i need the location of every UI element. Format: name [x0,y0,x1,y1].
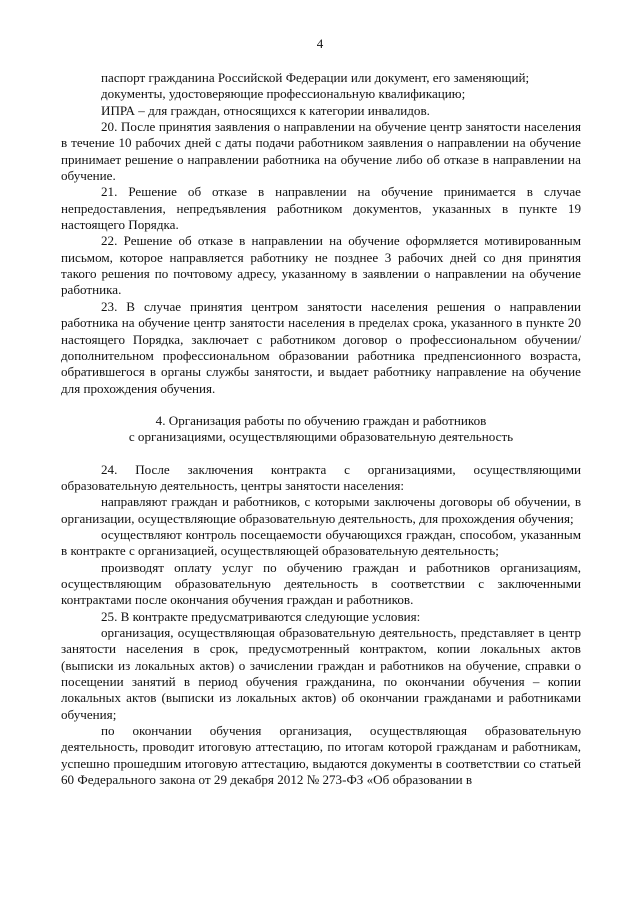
paragraph: ИПРА – для граждан, относящихся к категории инвалидов. [101,102,430,118]
paragraph-22: 22. Решение об отказе в направлении на обучение оформляется мотивированным письмом, которое направляется работнику не позднее 3 рабочих дней со дня принятия такого решения по почтовому адресу, указанному в заявлении о направлении на обучение работника. [61,233,581,298]
section-heading [61,413,581,446]
paragraph-21: 21. Решение об отказе в направлении на обучение принимается в случае непредоставления, непредъявления работником документов, указанных в пункте 19 настоящего Порядка. [61,184,581,233]
section-heading-line: с организациями, осуществляющими образовательную деятельность [128,429,514,445]
paragraph-24: 24. После заключения контракта с организациями, осуществляющими образовательную деятельность, центры занятости населения: [61,461,581,493]
document-body [61,70,581,788]
paragraph: направляют граждан и работников, с которыми заключены договоры об обучении, в организации, осуществляющие образовательную деятельность, для прохождения обучения; [61,494,581,526]
paragraph: производят оплату услуг по обучению граждан и работников организациям, осуществляющим образовательную деятельность в соответствии с заключенными контрактами после окончания обучения граждан и работников. [61,559,581,608]
paragraph: по окончании обучения организация, осуществляющая образовательную деятельность, проводит итоговую аттестацию, по итогам которой гражданам и работникам, успешно прошедшим итоговую аттестацию, выдаются документы в соответствии со статьей 60 Федерального закона от 29 декабря 2012 № 273-ФЗ «Об образовании в [61,723,581,788]
paragraph-20: 20. После принятия заявления о направлении на обучение центр занятости населения в течение 10 рабочих дней с даты подачи работником заявления о направлении на обучение принимает решение о направлении работника на обучение либо об отказе в направлении на обучение. [61,119,581,184]
paragraph-23: 23. В случае принятия центром занятости населения решения о направлении работника на обучение центр занятости населения в пределах срока, указанного в пункте 20 настоящего Порядка, заключает с работником договор о профессиональном обучении/дополнительном профессиональном образовании работника предпенсионного возраста, обратившегося в органы службы занятости, и выдает работнику направление на обучение для прохождения обучения. [61,298,581,396]
paragraph-25: 25. В контракте предусматриваются следующие условия: [101,608,421,624]
paragraph: организация, осуществляющая образовательную деятельность, представляет в центр занятости населения в срок, предусмотренный контрактом, копии локальных актов (выписки из локальных актов) о зачислении граждан и работников на обучение, справки о посещении занятий в период обучения гражданина, по окончании обучения – копии локальных актов (выписки из локальных актов) об окончании гражданами и работниками обучения; [61,625,581,722]
paragraph: паспорт гражданина Российской Федерации или документ, его заменяющий; [101,70,530,85]
page-number: 4 [316,36,324,51]
section-heading-line: 4. Организация работы по обучению граждан и работников [155,412,487,428]
paragraph: документы, удостоверяющие профессиональную квалификацию; [101,86,466,102]
paragraph: осуществляют контроль посещаемости обучающихся граждан, способом, указанным в контракте с организацией, осуществляющей образовательную деятельность; [61,526,581,559]
